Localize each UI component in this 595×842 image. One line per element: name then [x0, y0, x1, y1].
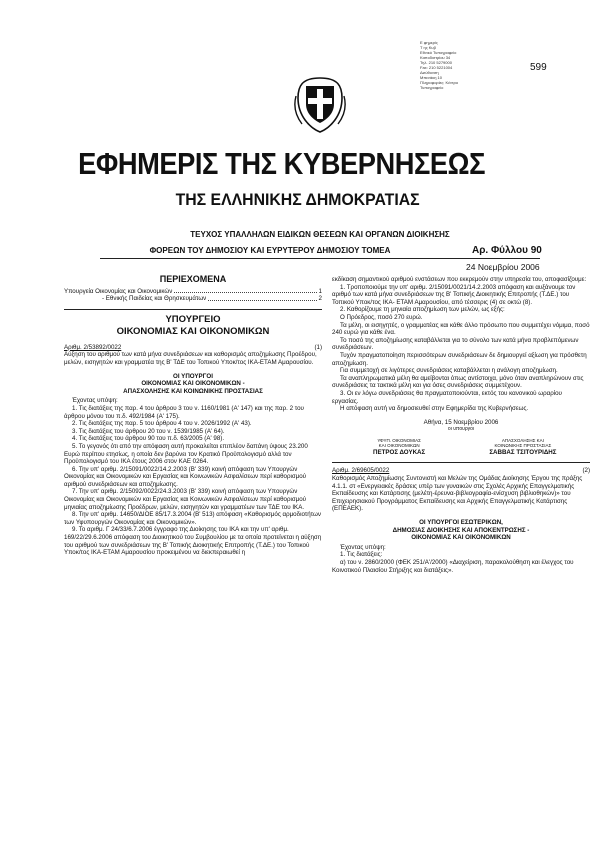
having-regard: Έχοντας υπόψη:	[72, 397, 118, 405]
signature-left	[342, 438, 456, 457]
series-line-2: ΦΟΡΕΩΝ ΤΟΥ ΔΗΜΟΣΙΟΥ ΚΑΙ ΕΥΡΥΤΕΡΟΥ ΔΗΜΟΣΙΟΥ ΤΟΜΕΑ	[149, 246, 391, 255]
decision-summary: Καθορισμός Αποζημίωσης Συντονιστή και Μελών της Ομάδας Διοίκησης Έργου της πράξης 4.1.1. στ «Ενεργειακές δράσεις υπέρ των γυναικών στις Σχολές Αρχικής Επαγγελματικής Εκπαίδευσης και Κατάρτισης (μελέτη-έρευνα-βιβλιογραφία-ενίσχυση βιβλιοθηκών)» του Επιχειρησιακού Προγράμματος Εκπαίδευσης και Αρχικής Επαγγελματικής Κατάρτισης (ΕΠΕΑΕΚ).	[332, 475, 583, 513]
decision-paragraph: Τα μέλη, οι εισηγητές, ο γραμματέας και κάθε άλλο πρόσωπο που συμμετέχει νόμιμα, ποσό 240 ευρώ για κάθε ένα.	[332, 321, 590, 337]
signatures	[332, 438, 590, 457]
having-regard: Έχοντας υπόψη:	[340, 543, 386, 551]
dot-leader	[174, 288, 316, 294]
provision-item: 3. Τις διατάξεις του άρθρου 20 του ν. 1539/1985 (Α' 64).	[72, 427, 225, 435]
contents-item[interactable]	[64, 295, 322, 303]
decision-header	[64, 344, 322, 352]
ministers-title: ΟΙ ΥΠΟΥΡΓΟΙ ΟΙΚΟΝΟΜΙΑΣ ΚΑΙ ΟΙΚΟΝΟΜΙΚΩΝ - ΑΠΑΣΧΟΛΗΣΗΣ ΚΑΙ ΚΟΙΝΩΝΙΚΗΣ ΠΡΟΣΤΑΣΙΑΣ	[123, 372, 263, 395]
decision-ref: (1)	[314, 343, 322, 351]
provision-item: 4. Τις διατάξεις του άρθρου 90 του π.δ. 63/2005 (Α' 98).	[72, 435, 225, 443]
provisions-intro: 1. Τις διατάξεις:	[340, 551, 383, 559]
provision-item: α) του ν. 2860/2000 (ΦΕΚ 251/Α'/2000) «Διαχείριση, παρακολούθηση και έλεγχος του Κοινοτικού Πλαισίου Στήριξης και διατάξεις».	[332, 559, 574, 574]
contents-item-page: 1	[318, 287, 322, 295]
contents-item-label: Υπουργεία Οικονομίας και Οικονομικών	[64, 287, 173, 295]
decision-summary: Αύξηση του αριθμού των κατά μήνα συνεδριάσεων και καθορισμός αποζημίωσης Προέδρου, μελών, εισηγητών και γραμματέα της Β' ΤΔΕ του Τοπικού Υποκ/τος ΙΚΑ-ΕΤΑΜ Αμαρουσίου.	[64, 351, 317, 366]
imprint-line: Τυπογραφείο	[420, 85, 444, 90]
gazette-title: ΕΦΗΜΕΡΙΣ ΤΗΣ ΚΥΒΕΡΝΗΣΕΩΣ	[78, 146, 486, 181]
left-column	[64, 276, 322, 557]
gazette-subtitle: ΤΗΣ ΕΛΛΗΝΙΚΗΣ ΔΗΜΟΚΡΑΤΙΑΣ	[175, 190, 420, 209]
ministry-title-2: ΟΙΚΟΝΟΜΙΑΣ ΚΑΙ ΟΙΚΟΝΟΜΙΚΩΝ	[116, 325, 270, 337]
signature-right	[466, 438, 580, 457]
ministers-title: ΟΙ ΥΠΟΥΡΓΟΙ ΕΣΩΤΕΡΙΚΩΝ, ΔΗΜΟΣΙΑΣ ΔΙΟΙΚΗΣΗΣ ΚΑΙ ΑΠΟΚΕΝΤΡΩΣΗΣ - ΟΙΚΟΝΟΜΙΑΣ ΚΑΙ ΟΙΚΟΝΟΜΙΚΩΝ	[392, 519, 530, 542]
contents-item-label: - Εθνικής Παιδείας και Θρησκευμάτων	[102, 295, 207, 303]
imprint-line: Τηλ. 210 5279000	[420, 60, 452, 65]
provision-item: 8. Την υπ' αριθμ. 14650/ΔΙΟΕ 85/17.3.2004 (Β' 513) απόφαση «Καθορισμός αρμοδιοτήτων των Υφυπουργών Οικονομίας και Οικονομικών».	[64, 511, 321, 526]
decision-paragraph: Το ποσό της αποζημίωσης καταβάλλεται για το σύνολο των κατά μήνα προβλεπόμενων συνεδριάσεων.	[332, 336, 579, 352]
continuation-text: εκδίκαση σημαντικού αριθμού ενστάσεων που εκκρεμούν στην υπηρεσία του, αποφασίζουμε:	[332, 276, 587, 283]
imprint-line: Καποδιστρίου 34	[420, 55, 451, 60]
imprint-block	[420, 40, 520, 90]
contents-item[interactable]	[64, 288, 322, 296]
imprint-line: Μπενάκη 10	[420, 75, 442, 80]
contents-item-page: 2	[318, 295, 322, 303]
decision-paragraph: 2. Καθορίζουμε τη μηνιαία αποζημίωση των μελών, ως εξής:	[340, 306, 505, 314]
header-rule	[100, 258, 540, 259]
imprint-line: Fax: 210 5221004	[420, 65, 453, 70]
signature-name: ΣΑΒΒΑΣ ΤΣΙΤΟΥΡΙΔΗΣ	[489, 448, 557, 456]
imprint-line: Τ ης Κυβ	[420, 45, 436, 50]
divider	[332, 462, 590, 463]
decision-paragraph: Τυχόν πραγματοποίηση περισσότερων συνεδριάσεων δε δημιουργεί αξίωση για πρόσθετη αποζημίωση.	[332, 351, 587, 367]
provision-item: 9. Το αριθμ. Γ 24/33/6.7.2006 έγγραφο της Διοίκησης του ΙΚΑ και την υπ' αριθμ. 169/22/29.6.2006 απόφαση του Διοικητικού του Συμβουλίου με τα οποία προτείνεται η αύξηση του αριθμού των συνεδριάσεων της Β' Τοπικής Διοικητικής Επιτροπής (Τ.ΔΕ.) του Τοπικού Υποκ/τος ΙΚΑ-ΕΤΑΜ Αμαρουσίου προκειμένου να διεκπεραιωθεί η	[64, 526, 322, 557]
decision-ref: (2)	[582, 467, 590, 475]
decision-paragraph: Για συμμετοχή σε λιγότερες συνεδριάσεις καταβάλλεται η ανάλογη αποζημίωση.	[340, 367, 558, 375]
decision-paragraph: Η απόφαση αυτή να δημοσιευθεί στην Εφημερίδα της Κυβερνήσεως.	[340, 405, 529, 413]
signature-role: ΥΦΥΠ. ΟΙΚΟΝΟΜΙΑΣ ΚΑΙ ΟΙΚΟΝΟΜΙΚΩΝ	[377, 437, 421, 449]
provision-item: 1. Τις διατάξεις της παρ. 4 του άρθρου 3 του ν. 1160/1981 (Α' 147) και της παρ. 2 του άρθρου μόνου του π.δ. 492/1984 (Α' 175).	[64, 404, 304, 420]
provision-item: 6. Την υπ' αριθμ. 2/15091/0022/14.2.2003 (Β' 339) κοινή απόφαση των Υπουργών Οικονομίας και Οικονομικών και Εργασίας και Κοινωνικών Ασφαλίσεων περί καθορισμού αριθμού συνεδριάσεων και αποζημίωσης.	[64, 465, 307, 488]
provision-item: 2. Τις διατάξεις της παρ. 5 του άρθρου 4 του ν. 2026/1992 (Α' 43).	[72, 420, 252, 428]
place-date: Αθήνα, 15 Νοεμβρίου 2006	[423, 418, 499, 426]
decision-paragraph: Τα αναπληρωματικά μέλη θα αμείβονται όπως αντίστοιχα, μόνο όταν αναπληρώνουν στις συνεδριάσεις τα τακτικά μέλη και για όσες συνεδριάσεις συμμετέχουν.	[332, 374, 584, 390]
imprint-line: Εθνικό Τυπογραφείο	[420, 50, 457, 55]
coat-of-arms-icon	[292, 76, 348, 134]
page-number: 599	[530, 62, 547, 73]
ministers-label: οι υπουργοι	[447, 426, 475, 433]
divider	[64, 309, 322, 310]
decision-paragraph: Ο Πρόεδρος, ποσό 270 ευρώ.	[340, 313, 423, 321]
provision-item: 7. Την υπ' αριθμ. 2/15092/0022/24.3.2003 (Β' 339) κοινή απόφαση των Υπουργών Οικονομίας και Οικονομικών και Εργασίας και Κοινωνικών Ασφαλίσεων περί καθορισμού μηνιαίας αποζημίωσης Προέδρων, μελών, εισηγητών και γραμματέων των ΤΔΕ του ΙΚΑ.	[64, 488, 307, 511]
imprint-line: Πληροφορίες: Κέντρο	[420, 80, 459, 85]
sheet-number: 90	[530, 245, 542, 256]
decision-paragraph: 1. Τροποποιούμε την υπ' αριθμ. 2/15091/0021/14.2.2003 απόφαση και αυξάνουμε τον αριθμό των κατά μήνα συνεδριάσεων της Β' Τοπικής Διοικητικής Επιτροπής (Τ.ΔΕ.) του Τοπικού Υποκ/τος ΙΚΑ- ΕΤΑΜ Αμαρουσίου, από τέσσερις (4) σε οκτώ (8).	[332, 283, 576, 306]
decision-number: Αριθμ. 2/53892/0022	[64, 343, 122, 351]
imprint-line: Ε φημερίς	[420, 40, 438, 45]
provision-item: 5. Το γεγονός ότι από την απόφαση αυτή προκαλείται επιπλέον δαπάνη ύψους 23.200 Ευρώ περίπου ετησίως, η οποία δεν βαρύνει τον Κρατικό Προϋπολογισμό αλλά τον Προϋπολογισμό του ΙΚΑ έτους 2006 στον ΚΑΕ 0264.	[64, 442, 308, 466]
series-line-1: ΤΕΥΧΟΣ ΥΠΑΛΛΗΛΩΝ ΕΙΔΙΚΩΝ ΘΕΣΕΩΝ ΚΑΙ ΟΡΓΑΝΩΝ ΔΙΟΙΚΗΣΗΣ	[190, 230, 450, 239]
ministry-title-1: ΥΠΟΥΡΓΕΙΟ	[165, 313, 221, 325]
signature-name: ΠΕΤΡΟΣ ΔΟΥΚΑΣ	[373, 448, 426, 456]
imprint-line: Διεύθυνση	[420, 70, 439, 75]
decision-number: Αριθμ. 2/69605/0022	[332, 467, 390, 475]
contents-title: ΠΕΡΙΕΧΟΜΕΝΑ	[159, 274, 227, 284]
sheet-number-label	[472, 245, 542, 256]
decision-header	[332, 467, 590, 475]
dot-leader	[208, 295, 316, 301]
signature-role: ΑΠΑΣΧΟΛΗΣΗΣ ΚΑΙ ΚΟΙΝΩΝΙΚΗΣ ΠΡΟΣΤΑΣΙΑΣ	[494, 437, 552, 449]
right-column	[332, 276, 590, 574]
sheet-label: Αρ. Φύλλου	[472, 245, 528, 256]
decision-paragraph: 3. Οι εν λόγω συνεδριάσεις θα πραγματοποιούνται, εκτός του κανονικού ωραρίου εργασίας.	[332, 389, 562, 405]
issue-date: 24 Νοεμβρίου 2006	[466, 262, 540, 272]
